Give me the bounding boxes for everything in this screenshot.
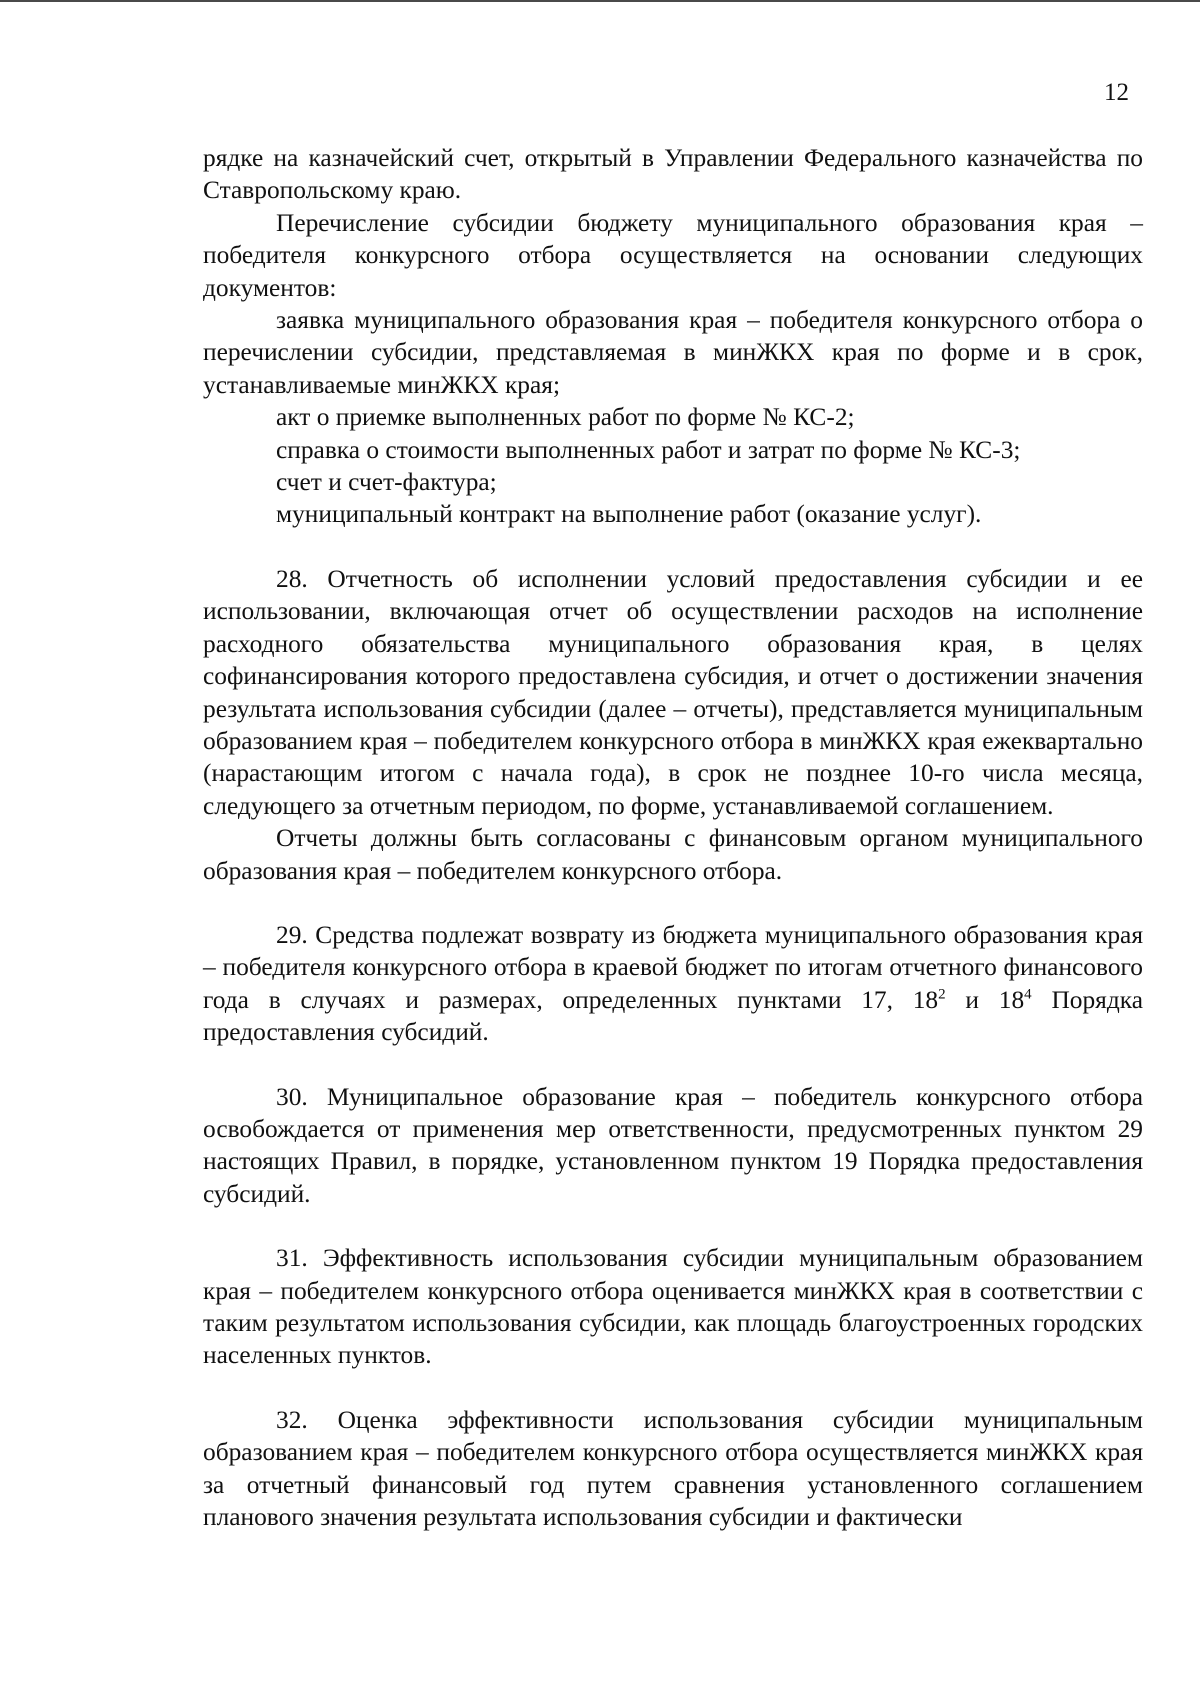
paragraph-continuation: рядке на казначейский счет, открытый в Управлении Федерального казначейства по Ставропольскому краю.: [203, 144, 1143, 205]
paragraph-clause-30: 30. Муниципальное образование края – победитель конкурсного отбора освобождается от применения мер ответственности, предусмотренных пунктом 29 настоящих Правил, в порядке, установленном пунктом 19 Порядка предоставления субсидий.: [203, 1082, 1143, 1208]
paragraph-act-ks2: акт о приемке выполненных работ по форме № КС-2;: [276, 403, 855, 432]
paragraph-invoice: счет и счет-фактура;: [276, 468, 497, 497]
paragraph-clause-32: 32. Оценка эффективности использования субсидии муниципальным образованием края – победителем конкурсного отбора осуществляется минЖКХ края за отчетный финансовый год путем сравнения установленного соглашением планового значения результата использования субсидии и фактически: [203, 1405, 1143, 1532]
paragraph-clause-31: 31. Эффективность использования субсидии муниципальным образованием края – победителем конкурсного отбора оценивается минЖКХ края в соответствии с таким результатом использования субсидии, как площадь благоустроенных городских населенных пунктов.: [203, 1244, 1143, 1370]
scan-top-border: [0, 0, 1200, 2]
document-body: [203, 142, 1143, 1533]
paragraph-clause-28: 28. Отчетность об исполнении условий предоставления субсидии и ее использовании, включающая отчет об осуществлении расходов на исполнение расходного обязательства муниципального образования края, в целях софинансирования которого предоставлена субсидия, и отчет о достижении значения результата использования субсидии (далее – отчеты), представляется муниципальным образованием края – победителем конкурсного отбора в минЖКХ края ежеквартально (нарастающим итогом с начала года), в срок не позднее 10-го числа месяца, следующего за отчетным периодом, по форме, устанавливаемой соглашением.: [203, 564, 1143, 820]
paragraph-reports-approval: Отчеты должны быть согласованы с финансовым органом муниципального образования края – победителем конкурсного отбора.: [203, 824, 1143, 885]
clause-29-text-a: 29. Средства подлежат возврату из бюджета муниципального образования края – победителя конкурсного отбора в краевой бюджет по итогам отчетного финансового года в случаях и размерах, определенных пунктами 17, 18: [203, 920, 1143, 1014]
superscript-2: 2: [938, 986, 946, 1003]
paragraph-subsidy-transfer: Перечисление субсидии бюджету муниципального образования края – победителя конкурсного отбора осуществляется на основании следующих документов:: [203, 208, 1143, 302]
page-number: 12: [1104, 79, 1129, 106]
paragraph-application: заявка муниципального образования края – победителя конкурсного отбора о перечислении субсидии, представляемая в минЖКХ края по форме и в срок, устанавливаемые минЖКХ края;: [203, 306, 1143, 399]
superscript-4: 4: [1024, 986, 1032, 1003]
clause-29-text-c: Порядка предоставления субсидий.: [203, 985, 1143, 1047]
paragraph-municipal-contract: муниципальный контракт на выполнение работ (оказание услуг).: [276, 500, 982, 529]
paragraph-clause-29: [203, 919, 1143, 1049]
paragraph-certificate-ks3: справка о стоимости выполненных работ и затрат по форме № КС-3;: [276, 435, 1021, 464]
clause-29-text-b: и 18: [945, 985, 1025, 1014]
